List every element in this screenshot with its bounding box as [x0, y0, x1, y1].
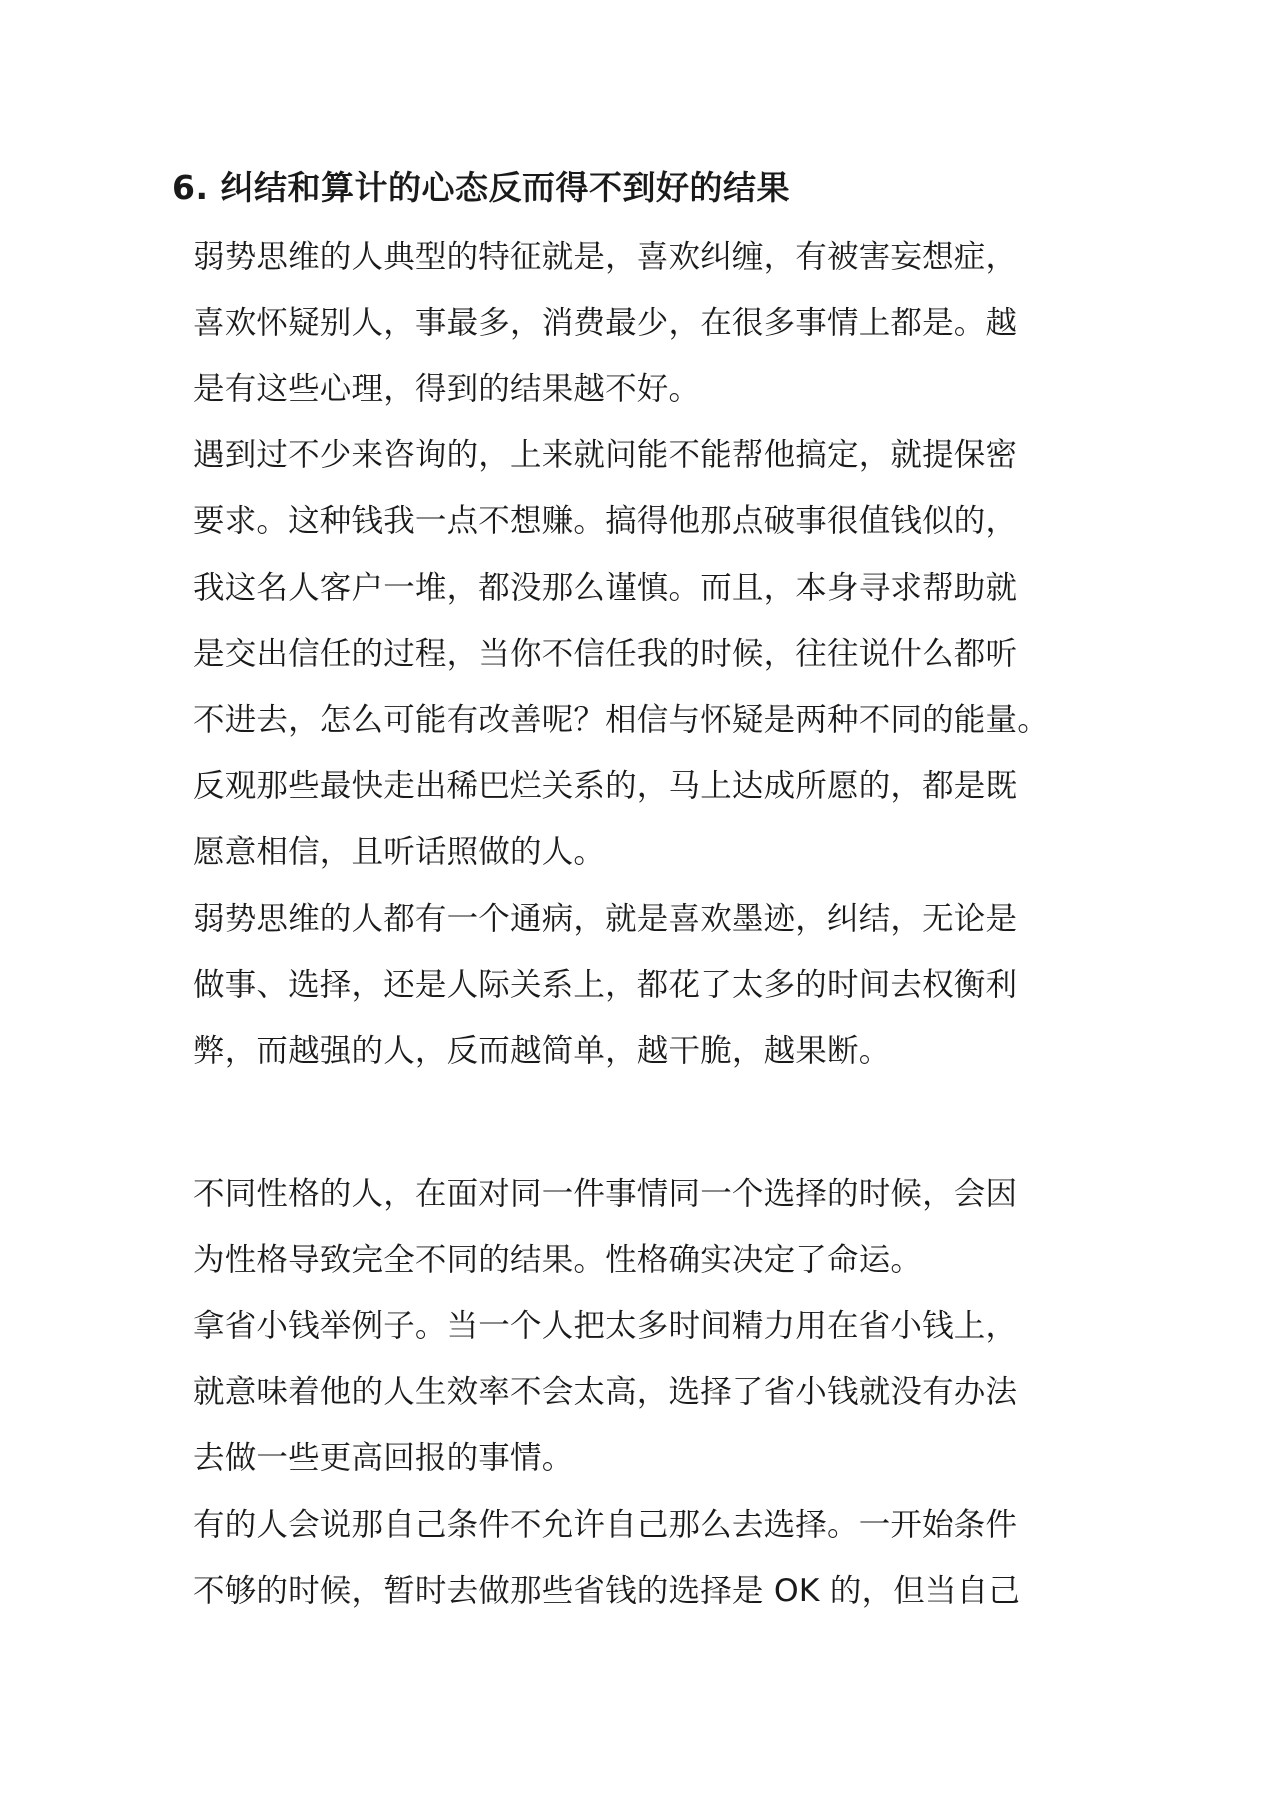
text-line: 反观那些最快走出稀巴烂关系的，马上达成所愿的，都是既 [193, 768, 1018, 804]
text-line: 拿省小钱举例子。当一个人把太多时间精力用在省小钱上， [193, 1308, 1018, 1344]
text-line: 弱势思维的人都有一个通病，就是喜欢墨迹，纠结，无论是 [193, 901, 1018, 937]
text-line: 不同性格的人，在面对同一件事情同一个选择的时候，会因 [193, 1176, 1018, 1212]
text-line: 做事、选择，还是人际关系上，都花了太多的时间去权衡利 [193, 967, 1018, 1003]
text-line: 弱势思维的人典型的特征就是，喜欢纠缠，有被害妄想症， [193, 239, 1018, 275]
text-line: 不够的时候，暂时去做那些省钱的选择是 OK 的，但当自己 [193, 1573, 1021, 1609]
text-line: 有的人会说那自己条件不允许自己那么去选择。一开始条件 [193, 1507, 1018, 1543]
text-line: 喜欢怀疑别人，事最多，消费最少，在很多事情上都是。越 [193, 305, 1018, 341]
text-line: 要求。这种钱我一点不想赚。搞得他那点破事很值钱似的， [193, 503, 1018, 539]
text-line: 不进去，怎么可能有改善呢？相信与怀疑是两种不同的能量。 [193, 702, 1049, 738]
text-line: 为性格导致完全不同的结果。性格确实决定了命运。 [193, 1242, 923, 1278]
text-line: 就意味着他的人生效率不会太高，选择了省小钱就没有办法 [193, 1374, 1018, 1410]
text-line: 去做一些更高回报的事情。 [193, 1440, 574, 1476]
section-heading: 6. 纠结和算计的心态反而得不到好的结果 [172, 168, 790, 207]
text-line: 我这名人客户一堆，都没那么谨慎。而且，本身寻求帮助就 [193, 570, 1018, 606]
text-line: 是有这些心理，得到的结果越不好。 [193, 371, 701, 407]
text-line: 是交出信任的过程，当你不信任我的时候，往往说什么都听 [193, 636, 1018, 672]
text-line: 遇到过不少来咨询的，上来就问能不能帮他搞定，就提保密 [193, 437, 1018, 473]
text-line: 弊，而越强的人，反而越简单，越干脆，越果断。 [193, 1033, 891, 1069]
text-line: 愿意相信，且听话照做的人。 [193, 834, 606, 870]
